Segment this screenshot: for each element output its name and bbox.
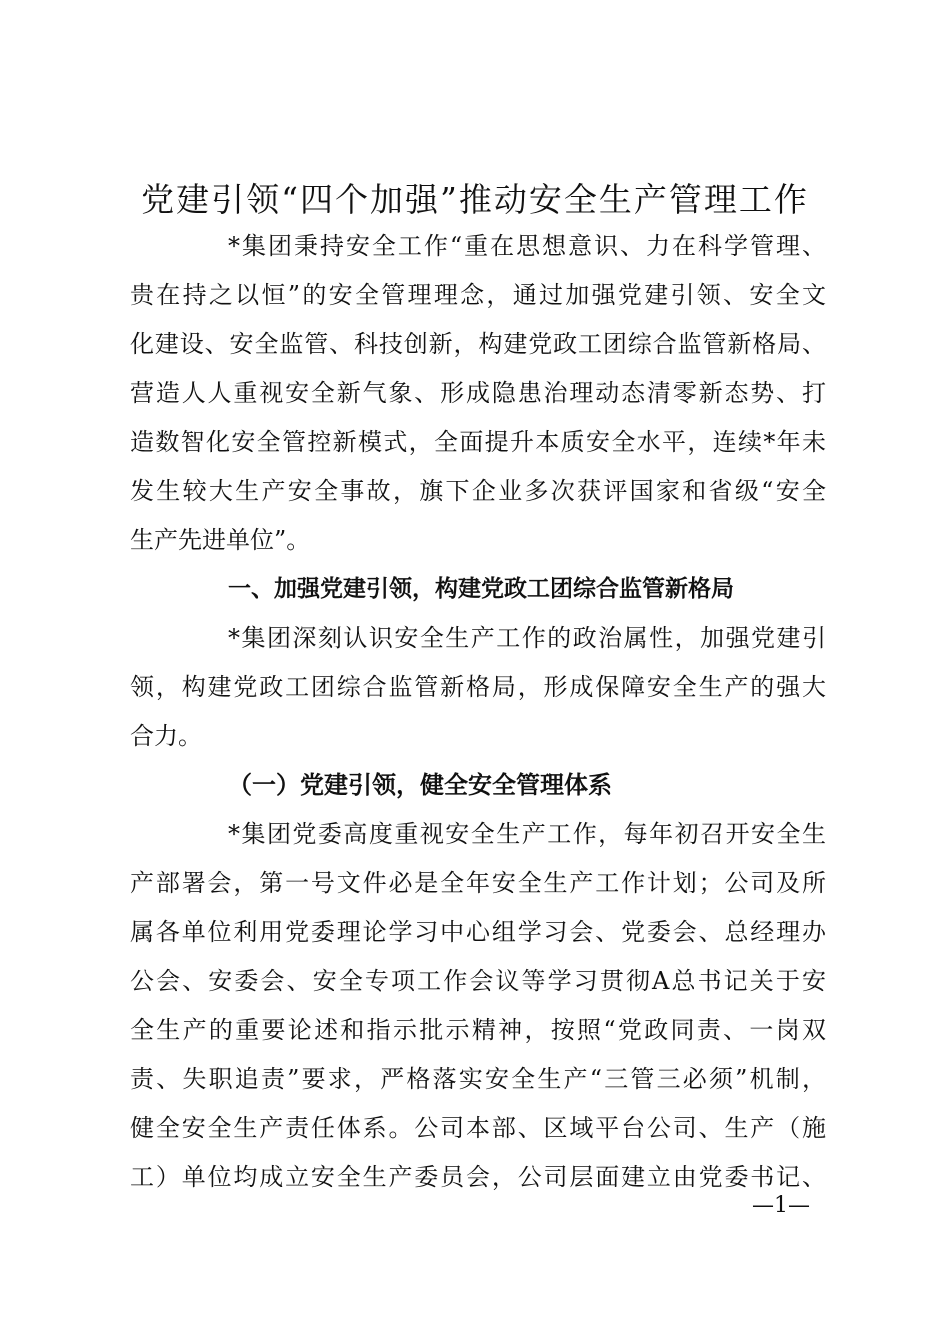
subsection-line: 公会、安委会、安全专项工作会议等学习贯彻A总书记关于安 bbox=[130, 967, 826, 995]
subsection-line: 健全安全生产责任体系。公司本部、区域平台公司、生产（施 bbox=[130, 1114, 826, 1142]
subsection-heading: （一）党建引领，健全安全管理体系 bbox=[228, 770, 612, 799]
intro-line: 化建设、安全监管、科技创新，构建党政工团综合监管新格局、 bbox=[130, 330, 826, 358]
page-number: —1— bbox=[752, 1193, 810, 1218]
subsection-line: 属各单位利用党委理论学习中心组学习会、党委会、总经理办 bbox=[130, 918, 826, 946]
subsection-line: 产部署会，第一号文件必是全年安全生产工作计划；公司及所 bbox=[130, 869, 826, 897]
subsection-line: *集团党委高度重视安全生产工作，每年初召开安全生 bbox=[228, 820, 826, 848]
page-number-row bbox=[0, 1190, 950, 1222]
section-line: 合力。 bbox=[130, 722, 202, 750]
intro-line: 生产先进单位”。 bbox=[130, 526, 311, 554]
document-title: 党建引领“四个加强”推动安全生产管理工作 bbox=[141, 180, 809, 219]
intro-line: 贵在持之以恒”的安全管理理念，通过加强党建引领、安全文 bbox=[130, 281, 826, 309]
section-heading: 一、加强党建引领，构建党政工团综合监管新格局 bbox=[228, 576, 734, 602]
section-line: *集团深刻认识安全生产工作的政治属性，加强党建引 bbox=[228, 624, 826, 652]
intro-line: 发生较大生产安全事故，旗下企业多次获评国家和省级“安全 bbox=[130, 477, 826, 505]
section-line: 领，构建党政工团综合监管新格局，形成保障安全生产的强大 bbox=[130, 673, 826, 701]
subsection-line: 全生产的重要论述和指示批示精神，按照“党政同责、一岗双 bbox=[130, 1016, 826, 1044]
subsection-line: 工）单位均成立安全生产委员会，公司层面建立由党委书记、 bbox=[130, 1163, 826, 1191]
intro-line: 造数智化安全管控新模式，全面提升本质安全水平，连续*年未 bbox=[130, 428, 826, 456]
subsection-line: 责、失职追责”要求，严格落实安全生产“三管三必须”机制， bbox=[130, 1065, 826, 1093]
intro-line: *集团秉持安全工作“重在思想意识、力在科学管理、 bbox=[228, 232, 826, 260]
intro-line: 营造人人重视安全新气象、形成隐患治理动态清零新态势、打 bbox=[130, 379, 826, 407]
